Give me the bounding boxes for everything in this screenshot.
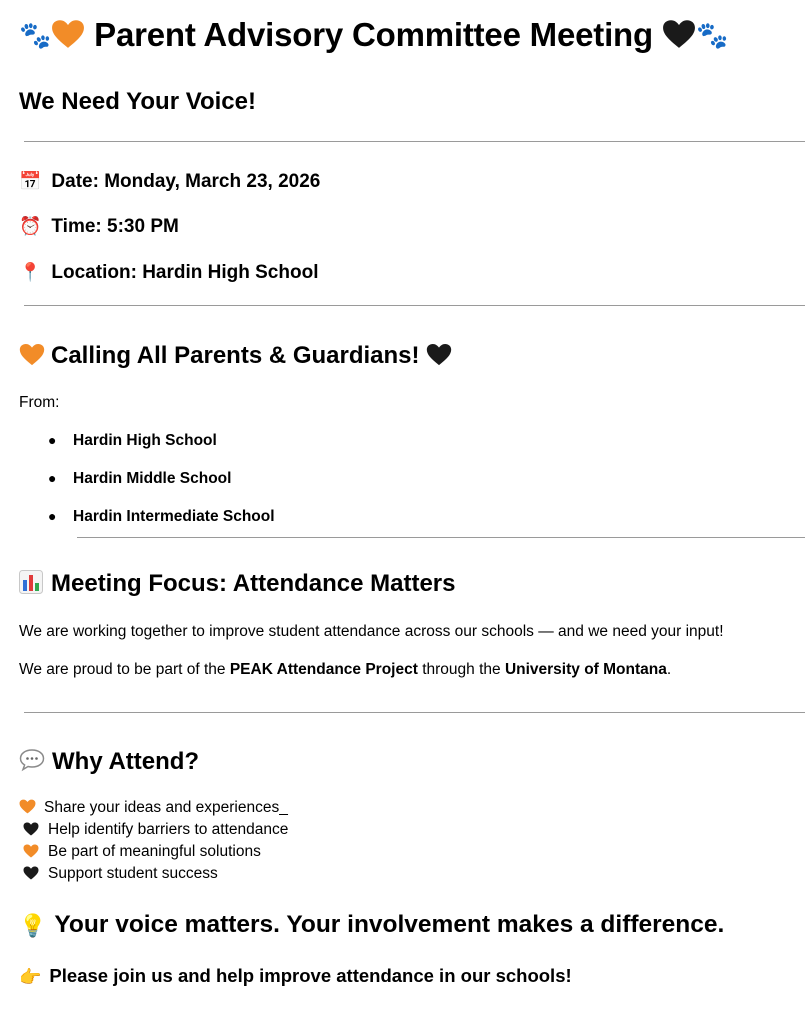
school-name: Hardin Middle School: [73, 470, 232, 487]
project-name: PEAK Attendance Project: [229, 661, 418, 678]
bar-chart-icon: [19, 570, 43, 594]
focus-heading: [19, 570, 456, 598]
paragraph-text: .: [666, 661, 672, 678]
pushpin-icon: 📍: [19, 262, 42, 283]
orange-heart-icon: [19, 799, 36, 814]
list-item: [23, 865, 218, 883]
divider: [24, 141, 805, 142]
paragraph-text: through the: [417, 661, 505, 678]
focus-paragraph-2: [19, 661, 671, 679]
why-item-text: Share your ideas and experiences_: [44, 799, 288, 816]
list-item: [48, 432, 217, 450]
light-bulb-icon: 💡: [19, 913, 47, 938]
closing-statement: [19, 911, 724, 939]
bullet-icon: ●: [48, 508, 57, 524]
bullet-icon: ●: [48, 432, 57, 448]
page-title: [19, 16, 728, 54]
university-name: University of Montana: [504, 661, 667, 678]
orange-heart-icon: [23, 844, 39, 858]
time-line: [19, 216, 179, 238]
orange-heart-icon: [19, 343, 45, 366]
list-item: [19, 799, 288, 817]
location-line: [19, 262, 318, 284]
paragraph-text: We are proud to be part of the: [19, 661, 230, 678]
school-name: Hardin High School: [73, 432, 217, 449]
call-to-action: [19, 965, 572, 988]
title-text: Parent Advisory Committee Meeting: [94, 16, 653, 53]
alarm-clock-icon: ⏰: [19, 216, 42, 237]
call-to-action-text: Please join us and help improve attendance in our schools!: [49, 965, 572, 986]
bullet-icon: ●: [48, 470, 57, 486]
date-text: Date: Monday, March 23, 2026: [51, 171, 321, 192]
speech-bubble-icon: [19, 748, 45, 772]
school-name: Hardin Intermediate School: [73, 508, 275, 525]
black-heart-icon: [23, 822, 39, 836]
pointing-hand-icon: 👉: [19, 966, 42, 987]
black-heart-icon: [23, 866, 39, 880]
why-heading-text: Why Attend?: [52, 748, 200, 775]
black-heart-icon: [426, 343, 452, 366]
list-item: [48, 508, 275, 526]
divider: [24, 712, 805, 713]
calling-heading-text: Calling All Parents & Guardians!: [51, 342, 420, 369]
why-item-text: Support student success: [48, 865, 218, 882]
page-subtitle: We Need Your Voice!: [19, 88, 256, 115]
calling-heading: [19, 342, 452, 370]
list-item: [23, 843, 261, 861]
divider: [24, 305, 805, 306]
focus-heading-text: Meeting Focus: Attendance Matters: [51, 570, 456, 597]
list-item: [23, 821, 288, 839]
location-text: Location: Hardin High School: [51, 262, 319, 283]
paw-prints-icon: 🐾: [695, 20, 729, 50]
why-item-text: Be part of meaningful solutions: [48, 843, 261, 860]
list-item: [48, 470, 231, 488]
why-item-text: Help identify barriers to attendance: [48, 821, 289, 838]
time-text: Time: 5:30 PM: [51, 216, 179, 237]
why-heading: [19, 748, 199, 776]
orange-heart-icon: [51, 19, 85, 49]
calendar-icon: 📅: [19, 171, 42, 192]
divider: [77, 537, 805, 538]
focus-paragraph-1: We are working together to improve student attendance across our schools — and we need your input!: [19, 623, 724, 640]
paw-prints-icon: 🐾: [19, 20, 52, 50]
date-line: [19, 171, 320, 193]
black-heart-icon: [662, 19, 696, 49]
from-label: From:: [19, 394, 60, 411]
closing-statement-text: Your voice matters. Your involvement makes a difference.: [54, 911, 725, 938]
